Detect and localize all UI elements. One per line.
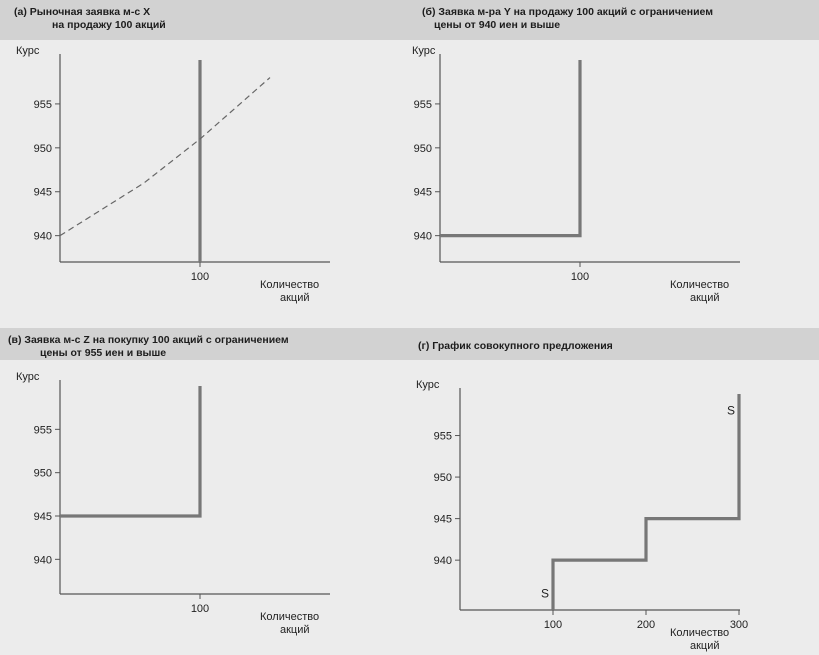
y-tick-label: 940 (33, 554, 52, 567)
y-axis-label: Курс (16, 371, 40, 383)
supply-series-line (60, 386, 200, 516)
y-tick-label: 950 (433, 472, 452, 485)
panel-a-title-line-1: (а) Рыночная заявка м-с X (14, 6, 151, 18)
x-axis-label-line: акций (690, 292, 720, 304)
chart-b (410, 0, 819, 328)
y-tick-label: 940 (433, 555, 452, 568)
x-tick-label: 200 (636, 619, 656, 631)
panel-b (410, 0, 819, 328)
x-tick-label: 300 (729, 619, 749, 631)
supply-series-line (553, 394, 739, 610)
x-tick-label: 100 (190, 271, 210, 283)
y-axis-label: Курс (16, 45, 40, 57)
x-axis-label-line: Количество (260, 279, 320, 291)
y-tick-label: 955 (33, 98, 52, 111)
x-axis-label-line: Количество (670, 627, 730, 639)
y-tick-label: 955 (433, 430, 452, 443)
y-tick-label: 940 (33, 230, 52, 243)
panel-c-title-line-1: (в) Заявка м-с Z на покупку 100 акций с ограничением (8, 334, 289, 346)
panel-a (0, 0, 410, 328)
y-tick-label: 945 (33, 511, 52, 523)
panel-b-title-line-2: цены от 940 иен и выше (434, 19, 561, 31)
y-tick-label: 945 (433, 513, 452, 526)
panel-b-title-line-1: (б) Заявка м-ра Y на продажу 100 акций с ограничением (422, 6, 714, 18)
y-tick-label: 950 (413, 142, 432, 155)
panel-c (0, 328, 410, 655)
y-tick-label: 955 (33, 424, 52, 437)
y-tick-label: 940 (413, 230, 432, 243)
supply-series-line (440, 60, 580, 236)
y-tick-label: 950 (33, 467, 52, 480)
dashed-series-line (60, 78, 270, 236)
y-axis-label: Курс (412, 45, 436, 57)
x-tick-label: 100 (190, 603, 210, 615)
x-axis-label-line: акций (690, 640, 720, 652)
panel-a-title-line-2: на продажу 100 акций (52, 19, 166, 31)
supply-curve-label: S (727, 403, 736, 418)
x-axis-label-line: Количество (260, 611, 320, 623)
chart-d (410, 328, 819, 655)
y-tick-label: 955 (413, 98, 432, 111)
x-tick-label: 100 (570, 271, 590, 283)
panel-c-title-line-2: цены от 955 иен и выше (40, 347, 167, 359)
x-axis-label-line: акций (280, 292, 310, 304)
y-tick-label: 950 (33, 142, 52, 155)
panel-d (410, 328, 819, 655)
panel-d-title-line-1: (г) График совокупного предложения (418, 340, 613, 352)
y-tick-label: 945 (33, 186, 52, 199)
y-tick-label: 945 (413, 186, 432, 199)
chart-c (0, 328, 410, 655)
x-axis-label-line: Количество (670, 279, 730, 291)
x-tick-label: 100 (543, 619, 563, 631)
chart-a (0, 0, 410, 328)
y-axis-label: Курс (416, 379, 440, 391)
supply-curve-label: S (541, 586, 550, 601)
x-axis-label-line: акций (280, 624, 310, 636)
